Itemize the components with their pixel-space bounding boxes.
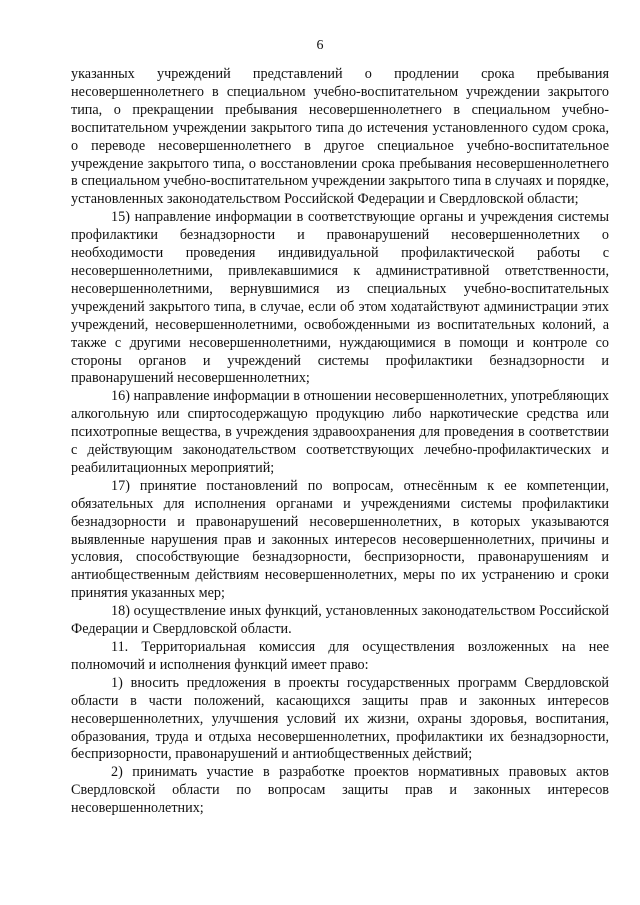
paragraph-item-15: 15) направление информации в соответствующие органы и учреждения системы профилактики безнадзорности и правонарушений несовершеннолетних о необходимости проведения индивидуальной профилактической работы с несовершеннолетними, привлекавшимися к административной ответственности, несовершеннолетними, вернувшимися из специальных учебно-воспитательных учреждений закрытого типа, в случае, если об этом ходатайствуют администрации этих учреждений, несовершеннолетними, освобожденными из воспитательных колоний, а также с другими несовершеннолетними, нуждающимися в помощи и контроле со стороны органов и учреждений системы профилактики безнадзорности и правонарушений несовершеннолетних;	[71, 209, 609, 387]
paragraph-right-2: 2) принимать участие в разработке проектов нормативных правовых актов Свердловской области по вопросам защиты прав и законных интересов несовершеннолетних;	[71, 764, 609, 817]
paragraph-right-1: 1) вносить предложения в проекты государственных программ Свердловской области в части положений, касающихся защиты прав и законных интересов несовершеннолетних, улучшения условий их жизни, охраны здоровья, воспитания, образования, труда и отдыха несовершеннолетних, профилактики их безнадзорности, беспризорности, правонарушений и антиобщественных действий;	[71, 674, 609, 763]
paragraph-item-16: 16) направление информации в отношении несовершеннолетних, употребляющих алкогольную или спиртосодержащую продукцию либо наркотические средства или психотропные вещества, в учреждения здравоохранения для проведения в соответствии с действующим законодательством соответствующих лечебно-профилактических и реабилитационных мероприятий;	[71, 388, 609, 476]
page-number: 6	[316, 38, 324, 53]
paragraph-item-18: 18) осуществление иных функций, установленных законодательством Российской Федерации и Свердловской области.	[71, 603, 609, 638]
paragraph-item-17: 17) принятие постановлений по вопросам, отнесённым к ее компетенции, обязательных для исполнения органами и учреждениями системы профилактики безнадзорности и правонарушений несовершеннолетних, в которых указываются выявленные нарушения прав и законных интересов несовершеннолетних, причины и условия, способствующие безнадзорности, беспризорности, правонарушениям и антиобщественным действиям несовершеннолетних, меры по их устранению и сроки принятия указанных мер;	[71, 477, 609, 602]
paragraph-continuation: указанных учреждений представлений о продлении срока пребывания несовершеннолетнего в специальном учебно-воспитательном учреждении закрытого типа, о прекращении пребывания несовершеннолетнего в специальном учебно-воспитательном учреждении закрытого типа до истечения установленного судом срока, о переводе несовершеннолетнего в другое специальное учебно-воспитательное учреждение закрытого типа, о восстановлении срока пребывания несовершеннолетнего в специальном учебно-воспитательном учреждении закрытого типа в случаях и порядке, установленных законодательством Российской Федерации и Свердловской области;	[71, 66, 609, 208]
document-body	[71, 66, 609, 818]
paragraph-section-11: 11. Территориальная комиссия для осуществления возложенных на нее полномочий и исполнения функций имеет право:	[71, 639, 609, 673]
